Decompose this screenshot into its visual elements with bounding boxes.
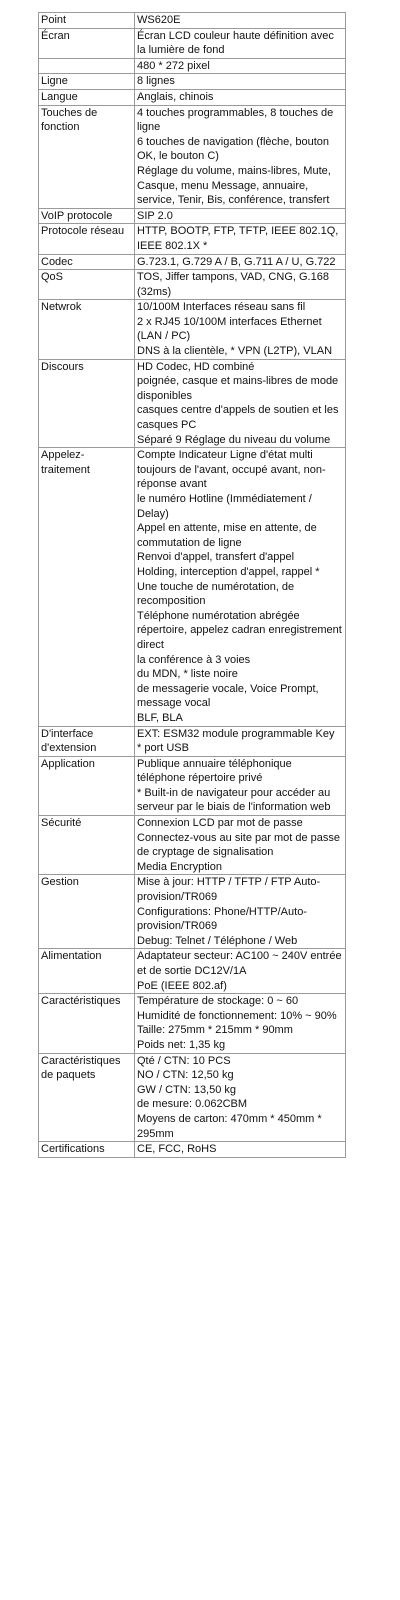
table-row bbox=[39, 105, 346, 208]
spec-value-line: Debug: Telnet / Téléphone / Web bbox=[137, 934, 298, 947]
spec-label-cell bbox=[39, 816, 135, 875]
table-row bbox=[39, 756, 346, 815]
spec-label: Caractéristiques de paquets bbox=[41, 1054, 121, 1082]
spec-value-cell bbox=[135, 300, 346, 359]
spec-label-cell bbox=[39, 105, 135, 208]
spec-value-line: Appel en attente, mise en attente, de commutation de ligne bbox=[137, 522, 317, 549]
spec-label: Sécurité bbox=[41, 817, 82, 830]
spec-value-line: Renvoi d'appel, transfert d'appel bbox=[137, 551, 295, 564]
spec-label: Certifications bbox=[41, 1143, 105, 1156]
spec-value-line: Compte Indicateur Ligne d'état multi toujours de l'avant, occupé avant, non-réponse avant bbox=[137, 449, 326, 491]
spec-value-line: Configurations: Phone/HTTP/Auto-provision/TR069 bbox=[137, 905, 307, 933]
spec-value-line: * Built-in de navigateur pour accéder au serveur par le biais de l'information web bbox=[137, 786, 331, 814]
spec-value-line: Anglais, chinois bbox=[137, 90, 214, 103]
table-row bbox=[39, 994, 346, 1053]
spec-value-line: SIP 2.0 bbox=[137, 209, 173, 222]
spec-label-cell bbox=[39, 28, 135, 58]
spec-label: Codec bbox=[41, 255, 73, 268]
spec-value-cell bbox=[135, 949, 346, 994]
spec-sheet bbox=[38, 12, 345, 1158]
spec-value-cell bbox=[135, 13, 346, 29]
spec-label-cell bbox=[39, 208, 135, 224]
spec-table bbox=[38, 12, 346, 1158]
spec-value-line: Écran LCD couleur haute définition avec la lumière de fond bbox=[137, 29, 334, 57]
spec-value-line: 10/100M Interfaces réseau sans fil bbox=[137, 301, 306, 314]
table-row bbox=[39, 74, 346, 90]
spec-value-line: Séparé 9 Réglage du niveau du volume bbox=[137, 433, 331, 446]
spec-value-line: 8 lignes bbox=[137, 75, 175, 88]
spec-label: Protocole réseau bbox=[41, 225, 125, 238]
spec-label-cell bbox=[39, 58, 135, 74]
spec-label-cell bbox=[39, 270, 135, 300]
spec-table-body bbox=[39, 13, 346, 1158]
spec-label: Application bbox=[41, 757, 95, 770]
spec-value-line: poignée, casque et mains-libres de mode disponibles bbox=[137, 375, 339, 402]
spec-label-cell bbox=[39, 224, 135, 254]
spec-value-line: G.723.1, G.729 A / B, G.711 A / U, G.722 bbox=[137, 255, 336, 268]
table-row bbox=[39, 208, 346, 224]
spec-value-line: Poids net: 1,35 kg bbox=[137, 1038, 226, 1051]
spec-value-line: du MDN, * liste noire bbox=[137, 668, 238, 681]
spec-value-line: 6 touches de navigation (flèche, bouton OK, le bouton C) bbox=[137, 135, 330, 163]
spec-value-line: téléphone répertoire privé bbox=[137, 772, 263, 785]
spec-value-line: HTTP, BOOTP, FTP, TFTP, IEEE 802.1Q, IEEE 802.1X * bbox=[137, 225, 339, 252]
spec-value-line: Qté / CTN: 10 PCS bbox=[137, 1054, 231, 1067]
spec-label-cell bbox=[39, 756, 135, 815]
spec-value-line: CE, FCC, RoHS bbox=[137, 1143, 217, 1156]
spec-value-cell bbox=[135, 74, 346, 90]
spec-value-line: 480 * 272 pixel bbox=[137, 59, 210, 72]
spec-value-cell bbox=[135, 1053, 346, 1142]
spec-value-line: de mesure: 0.062CBM bbox=[137, 1098, 248, 1111]
spec-value-cell bbox=[135, 254, 346, 270]
spec-value-line: WS620E bbox=[137, 14, 181, 26]
spec-value-cell bbox=[135, 359, 346, 448]
table-row bbox=[39, 816, 346, 875]
spec-value-line: Moyens de carton: 470mm * 450mm * 295mm bbox=[137, 1112, 322, 1140]
spec-label-cell bbox=[39, 875, 135, 949]
spec-label-cell bbox=[39, 726, 135, 756]
spec-label-cell bbox=[39, 1053, 135, 1142]
table-row bbox=[39, 448, 346, 726]
spec-value-line: Taille: 275mm * 215mm * 90mm bbox=[137, 1024, 293, 1037]
spec-label: D'interface d'extension bbox=[41, 727, 97, 755]
spec-value-line: Téléphone numérotation abrégée répertoire, appelez cadran enregistrement direct bbox=[137, 609, 342, 651]
spec-label: Appelez- bbox=[41, 449, 85, 462]
spec-value-cell bbox=[135, 270, 346, 300]
table-row bbox=[39, 224, 346, 254]
spec-value-line: Mise à jour: HTTP / TFTP / FTP Auto-provision/TR069 bbox=[137, 876, 321, 904]
spec-value-cell bbox=[135, 448, 346, 726]
spec-value-line: 4 touches programmables, 8 touches de ligne bbox=[137, 106, 334, 134]
spec-value-line: Media Encryption bbox=[137, 860, 222, 873]
spec-value-cell bbox=[135, 105, 346, 208]
spec-value-line: TOS, Jiffer tampons, VAD, CNG, G.168 (32ms) bbox=[137, 271, 329, 298]
spec-label: QoS bbox=[41, 271, 64, 284]
table-row bbox=[39, 1053, 346, 1142]
table-row bbox=[39, 13, 346, 29]
spec-label: Alimentation bbox=[41, 950, 102, 963]
table-row bbox=[39, 726, 346, 756]
spec-value-line: casques centre d'appels de soutien et les casques PC bbox=[137, 404, 339, 432]
table-row bbox=[39, 89, 346, 105]
spec-label-cell bbox=[39, 300, 135, 359]
spec-value-line: Réglage du volume, mains-libres, Mute, Casque, menu Message, annuaire, service, Tenir, Bis, conférence, transfert bbox=[137, 164, 331, 207]
spec-value-line: de messagerie vocale, Voice Prompt, message vocal bbox=[137, 682, 319, 710]
spec-label-cell bbox=[39, 1142, 135, 1158]
spec-label: Discours bbox=[41, 360, 84, 373]
spec-value-line: Connectez-vous au site par mot de passe bbox=[137, 831, 341, 844]
spec-value-line: HD Codec, HD combiné bbox=[137, 360, 255, 373]
table-row bbox=[39, 58, 346, 74]
spec-label: Gestion bbox=[41, 876, 79, 889]
table-row bbox=[39, 1142, 346, 1158]
spec-value-cell bbox=[135, 28, 346, 58]
spec-value-line: GW / CTN: 13,50 kg bbox=[137, 1083, 237, 1096]
spec-label-cell bbox=[39, 254, 135, 270]
spec-label: Écran bbox=[41, 29, 70, 42]
spec-value-line: EXT: ESM32 module programmable Key bbox=[137, 727, 335, 740]
table-row bbox=[39, 270, 346, 300]
spec-value-line: PoE (IEEE 802.af) bbox=[137, 979, 227, 992]
table-row bbox=[39, 28, 346, 58]
spec-value-cell bbox=[135, 756, 346, 815]
spec-value-cell bbox=[135, 816, 346, 875]
table-row bbox=[39, 949, 346, 994]
spec-value-cell bbox=[135, 89, 346, 105]
spec-label: VoIP protocole bbox=[41, 209, 113, 222]
spec-value-line: la conférence à 3 voies bbox=[137, 653, 251, 666]
spec-label: Touches de fonction bbox=[41, 106, 98, 134]
spec-label: Netwrok bbox=[41, 301, 82, 314]
spec-value-cell bbox=[135, 1142, 346, 1158]
spec-label-cell bbox=[39, 13, 135, 29]
table-row bbox=[39, 359, 346, 448]
spec-label-cell bbox=[39, 74, 135, 90]
spec-label-cell bbox=[39, 89, 135, 105]
spec-value-cell bbox=[135, 224, 346, 254]
spec-value-line: Une touche de numérotation, de recomposition bbox=[137, 580, 295, 608]
spec-value-line: * port USB bbox=[137, 742, 189, 755]
spec-value-line: Holding, interception d'appel, rappel * bbox=[137, 565, 320, 578]
spec-label-cell bbox=[39, 949, 135, 994]
spec-label: Caractéristiques bbox=[41, 995, 121, 1008]
spec-value-line: NO / CTN: 12,50 kg bbox=[137, 1069, 234, 1082]
spec-value-line: Connexion LCD par mot de passe bbox=[137, 817, 303, 830]
table-row bbox=[39, 254, 346, 270]
spec-value-cell bbox=[135, 58, 346, 74]
table-row bbox=[39, 300, 346, 359]
spec-value-line: de cryptage de signalisation bbox=[137, 846, 274, 859]
table-row bbox=[39, 875, 346, 949]
spec-value-line: DNS à la clientèle, * VPN (L2TP), VLAN bbox=[137, 345, 333, 358]
spec-value-cell bbox=[135, 875, 346, 949]
spec-value-cell bbox=[135, 726, 346, 756]
spec-value-line: Humidité de fonctionnement: 10% ~ 90% bbox=[137, 1009, 337, 1022]
spec-value-cell bbox=[135, 208, 346, 224]
spec-value-line: le numéro Hotline (Immédiatement / Delay) bbox=[137, 493, 312, 520]
spec-label: Point bbox=[41, 14, 67, 26]
spec-value-cell bbox=[135, 994, 346, 1053]
spec-label-cell bbox=[39, 448, 135, 726]
spec-label: Ligne bbox=[41, 75, 68, 88]
spec-value-line: 2 x RJ45 10/100M interfaces Ethernet (LAN / PC) bbox=[137, 315, 322, 343]
spec-label-cell bbox=[39, 359, 135, 448]
spec-value-line: BLF, BLA bbox=[137, 711, 183, 724]
spec-label-cell bbox=[39, 994, 135, 1053]
spec-value-line: Adaptateur secteur: AC100 ~ 240V entrée et de sortie DC12V/1A bbox=[137, 950, 342, 977]
spec-value-line: Publique annuaire téléphonique bbox=[137, 757, 292, 770]
spec-label: traitement bbox=[41, 463, 90, 476]
spec-label: Langue bbox=[41, 90, 78, 103]
spec-value-line: Température de stockage: 0 ~ 60 bbox=[137, 995, 299, 1008]
